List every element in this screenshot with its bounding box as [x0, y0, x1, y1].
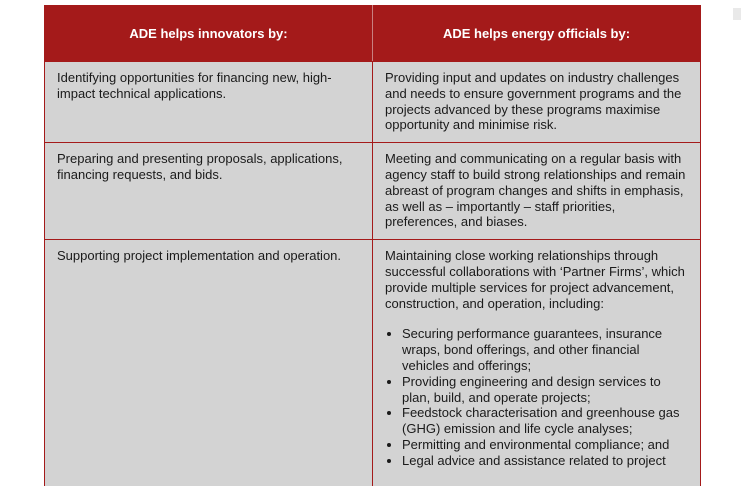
table-row — [45, 62, 701, 143]
comparison-table — [44, 5, 701, 486]
list-item: • Permitting and environmental compliance; and — [402, 437, 688, 453]
table-row — [45, 143, 701, 240]
energy-officials-cell: Providing input and updates on industry challenges and needs to ensure government programs and the projects advanced by these programs maximise opportunity and minimise risk. — [373, 62, 701, 143]
partner-services-list — [385, 326, 688, 468]
table-header-row — [45, 6, 701, 62]
list-item: • Providing engineering and design services to plan, build, and operate projects; — [402, 374, 688, 406]
header-innovators: ADE helps innovators by: — [45, 6, 373, 62]
innovators-cell: Supporting project implementation and operation. — [45, 240, 373, 486]
list-item: • Feedstock characterisation and greenhouse gas (GHG) emission and life cycle analyses; — [402, 405, 688, 437]
list-item: • Securing performance guarantees, insurance wraps, bond offerings, and other financial vehicles and offerings; — [402, 326, 688, 373]
innovators-cell: Preparing and presenting proposals, applications, financing requests, and bids. — [45, 143, 373, 240]
header-energy-officials: ADE helps energy officials by: — [373, 6, 701, 62]
list-item: • Legal advice and assistance related to project — [402, 453, 688, 469]
innovators-cell: Identifying opportunities for financing new, high-impact technical applications. — [45, 62, 373, 143]
energy-officials-cell: Meeting and communicating on a regular basis with agency staff to build strong relationships and remain abreast of program changes and shifts in emphasis, as well as – importantly – staff priorities, preferences, and biases. — [373, 143, 701, 240]
energy-officials-cell — [373, 240, 701, 486]
table-row — [45, 240, 701, 486]
cell-intro-text: Maintaining close working relationships through successful collaborations with ‘Partner Firms’, which provide multiple services for project advancement, construction, and operation, including: — [385, 248, 685, 311]
page-edge-mark — [733, 8, 741, 20]
